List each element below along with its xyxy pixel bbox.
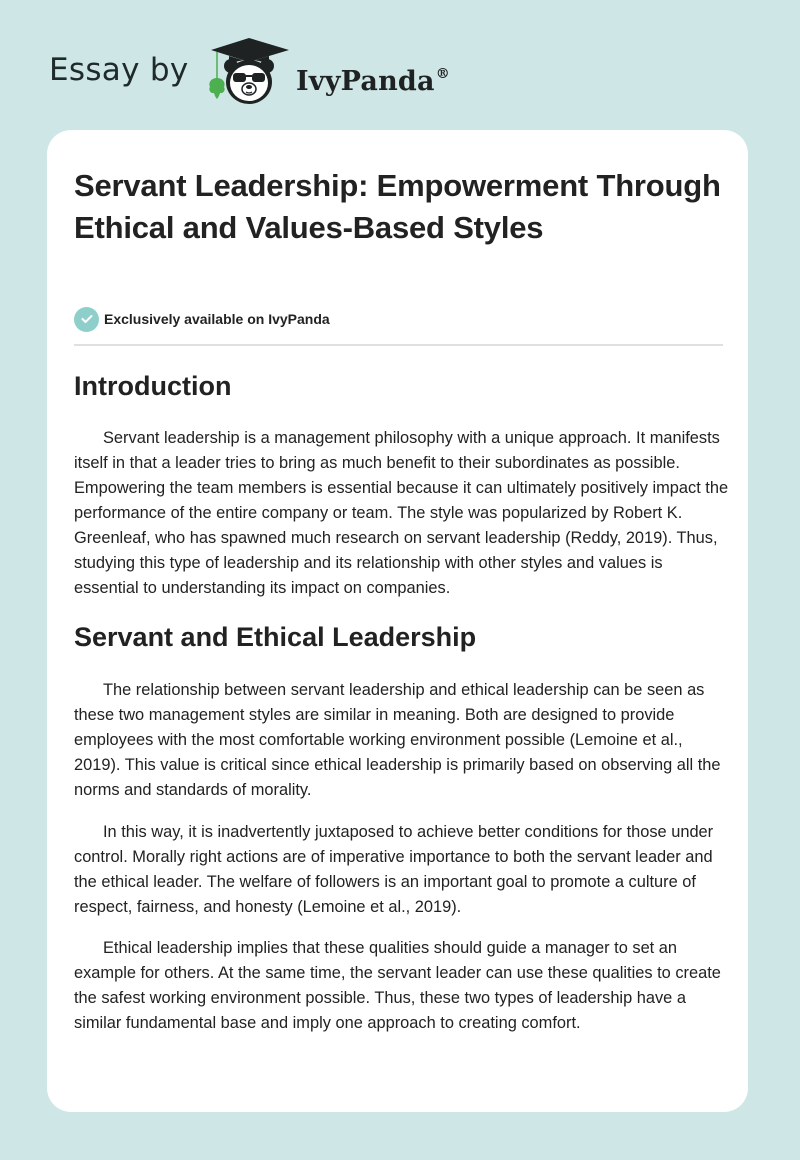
paragraph: The relationship between servant leadership and ethical leadership can be seen as these two management styles are similar in meaning. Both are designed to provide employees with the most comfortable working environment possible (Lemoine et al., 2019). This value is critical since ethical leadership is primarily based on observing all the norms and standards of morality.	[74, 681, 721, 799]
paragraph: Ethical leadership implies that these qualities should guide a manager to set an example for others. At the same time, the servant leader can use these qualities to create the safest working environment possible. Thus, these two types of leadership have a similar fundamental base and imply one approach to creating comfort.	[74, 939, 721, 1032]
section-heading-servant-ethical: Servant and Ethical Leadership	[74, 622, 477, 652]
panda-logo-icon[interactable]	[203, 36, 295, 108]
brand-name[interactable]	[296, 54, 450, 102]
registered-mark: ®	[435, 66, 450, 82]
title-divider	[74, 344, 723, 346]
essay-title: Servant Leadership: Empowerment Through Ethical and Values-Based Styles	[74, 168, 721, 245]
brand-text: IvyPanda	[296, 66, 435, 97]
exclusive-text: Exclusively available on IvyPanda	[104, 311, 330, 327]
exclusive-badge	[74, 306, 330, 332]
site-header	[0, 0, 800, 130]
check-circle-icon	[74, 307, 99, 332]
section-heading-introduction: Introduction	[74, 371, 232, 401]
paragraph: Servant leadership is a management philosophy with a unique approach. It manifests itself in that a leader tries to bring as much benefit to their subordinates as possible. Empowering the team members is essential because it can ultimately positively impact the performance of the entire company or team. The style was popularized by Robert K. Greenleaf, who has spawned much research on servant leadership (Reddy, 2019). Thus, studying this type of leadership and its relationship with other styles and values is essential to understanding its impact on companies.	[74, 429, 729, 597]
paragraph: In this way, it is inadvertently juxtaposed to achieve better conditions for those under control. Morally right actions are of imperative importance to both the servant leader and the ethical leader. The welfare of followers is an important goal to promote a culture of respect, fairness, and honesty (Lemoine et al., 2019).	[74, 823, 714, 916]
essay-card	[47, 130, 748, 1112]
essay-by-label: Essay by	[49, 52, 189, 88]
